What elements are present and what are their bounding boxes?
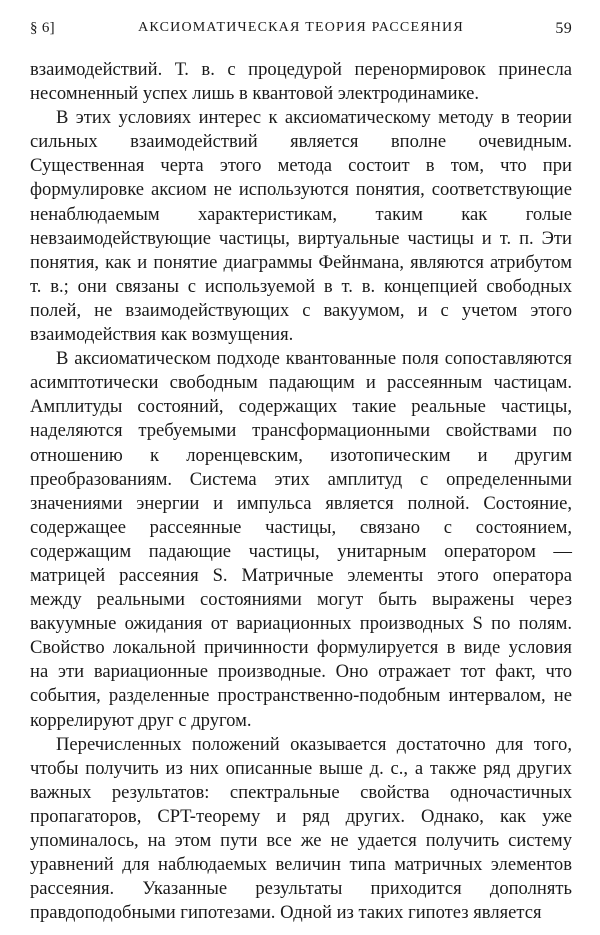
paragraph-continuation: взаимодействий. Т. в. с процедурой перенормировок принесла несомненный успех лишь в квантовой электродинамике.	[30, 59, 572, 105]
book-page	[30, 20, 572, 925]
running-header	[30, 20, 572, 44]
paragraph-axiomatic-approach: В аксиоматическом подходе квантованные поля сопоставляются асимптотически свободным падающим и рассеянным частицам. Амплитуды состояний, содержащих такие реальные частицы, наделяются требуемыми трансформационными свойствами по отношению к лоренцевским, изотопическим и другим преобразованиям. Система этих амплитуд с определенными значениями энергии и импульса является полной. Состояние, содержащее рассеянные частицы, связано с состоянием, содержащим падающие частицы, унитарным оператором — матрицей рассеяния S. Матричные элементы этого оператора между реальными состояниями могут быть выражены через вакуумные ожидания от вариационных производных S по полям. Свойство локальной причинности формулируется в виде условия на эти вариационные производные. Оно отражает тот факт, что события, разделенные пространственно-подобным интервалом, не коррелируют друг с другом.	[30, 348, 572, 731]
section-marker: § 6]	[30, 20, 55, 36]
running-title: АКСИОМАТИЧЕСКАЯ ТЕОРИЯ РАССЕЯНИЯ	[138, 20, 464, 35]
body-text	[30, 58, 572, 925]
paragraph-axiomatic-interest: В этих условиях интерес к аксиоматическому методу в теории сильных взаимодействий является вполне очевидным. Существенная черта этого метода состоит в том, что при формулировке аксиом не используются понятия, соответствующие ненаблюдаемым характеристикам, таким как голые невзаимодействующие частицы, виртуальные частицы и т. п. Эти понятия, как и понятие диаграммы Фейнмана, являются атрибутом т. в.; они связаны с используемой в т. в. концепцией свободных полей, не взаимодействующих с вакуумом, и с учетом этого взаимодействия как возмущения.	[30, 107, 572, 346]
paragraph-results: Перечисленных положений оказывается достаточно для того, чтобы получить из них описанные выше д. с., а также ряд других важных результатов: спектральные свойства одночастичных пропагаторов, CPT-теорему и ряд других. Однако, как уже упоминалось, на этом пути все же не удается получить систему уравнений для наблюдаемых величин типа матричных элементов рассеяния. Указанные результаты приходится дополнять правдоподобными гипотезами. Одной из таких гипотез является	[30, 733, 572, 924]
page-number: 59	[555, 20, 572, 37]
